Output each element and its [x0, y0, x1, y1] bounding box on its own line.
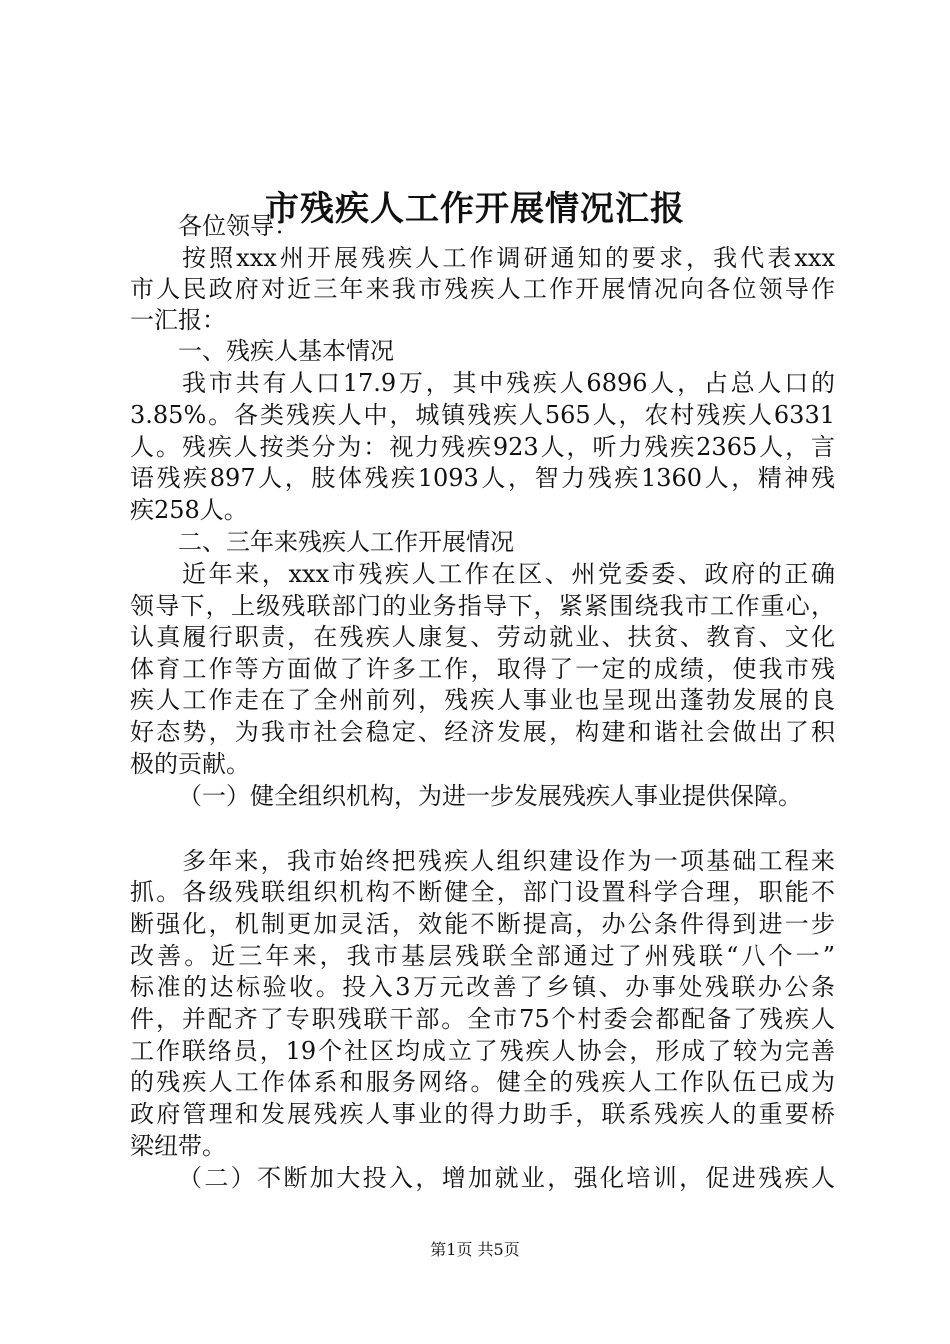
paragraph-line: 梁纽带。	[130, 1132, 226, 1160]
paragraph-line: 断强化，机制更加灵活，效能不断提高，办公条件得到进一步	[130, 910, 835, 938]
paragraph-line: 政府管理和发展残疾人事业的得力助手，联系残疾人的重要桥	[130, 1100, 835, 1128]
paragraph-line: 极的贡献。	[130, 750, 250, 778]
paragraph-line: 体育工作等方面做了许多工作，取得了一定的成绩，使我市残	[130, 655, 835, 683]
paragraph-line: 抓。各级残联组织机构不断健全，部门设置科学合理，职能不	[130, 878, 835, 906]
section-heading: 二、三年来残疾人工作开展情况	[178, 528, 514, 556]
paragraph-line: 认真履行职责，在残疾人康复、劳动就业、扶贫、教育、文化	[130, 623, 835, 651]
page-footer: 第1页 共5页	[430, 1240, 520, 1259]
paragraph-line: 多年来，我市始终把残疾人组织建设作为一项基础工程来	[182, 847, 835, 875]
paragraph-line: 领导下，上级残联部门的业务指导下，紧紧围绕我市工作重心，	[130, 592, 835, 620]
paragraph-line: 我市共有人口17.9万，其中残疾人6896人，占总人口的	[182, 369, 835, 397]
paragraph-line: 按照xxx州开展残疾人工作调研通知的要求，我代表xxx	[182, 244, 835, 272]
paragraph-line: 3.85%。各类残疾人中，城镇残疾人565人，农村残疾人6331	[130, 401, 835, 429]
document-title: 市残疾人工作开展情况汇报	[265, 189, 685, 229]
paragraph-line: 标准的达标验收。投入3万元改善了乡镇、办事处残联办公条	[130, 973, 835, 1001]
paragraph-line: 近年来，xxx市残疾人工作在区、州党委委、政府的正确	[182, 560, 835, 588]
paragraph-line: 人。残疾人按类分为：视力残疾923人，听力残疾2365人，言	[130, 433, 835, 461]
paragraph-line: 的残疾人工作体系和服务网络。健全的残疾人工作队伍已成为	[130, 1068, 835, 1096]
paragraph-line: 语残疾897人，肢体残疾1093人，智力残疾1360人，精神残	[130, 464, 835, 492]
paragraph-line: 工作联络员，19个社区均成立了残疾人协会，形成了较为完善	[130, 1037, 835, 1065]
paragraph-line: 好态势，为我市社会稳定、经济发展，构建和谐社会做出了积	[130, 718, 835, 746]
paragraph-line: 件，并配齐了专职残联干部。全市75个村委会都配备了残疾人	[130, 1005, 835, 1033]
paragraph-line: 市人民政府对近三年来我市残疾人工作开展情况向各位领导作	[130, 275, 835, 303]
salutation: 各位领导：	[178, 212, 298, 240]
paragraph-line: 一汇报：	[130, 306, 226, 334]
paragraph-line: 疾258人。	[130, 496, 248, 524]
paragraph-line: 疾人工作走在了全州前列，残疾人事业也呈现出蓬勃发展的良	[130, 686, 835, 714]
paragraph-line: 改善。近三年来，我市基层残联全部通过了州残联“八个一”	[130, 942, 835, 970]
subsection-heading: （二）不断加大投入，增加就业，强化培训，促进残疾人	[178, 1164, 835, 1192]
section-heading: 一、残疾人基本情况	[178, 337, 394, 365]
subsection-heading: （一）健全组织机构，为进一步发展残疾人事业提供保障。	[178, 782, 802, 810]
